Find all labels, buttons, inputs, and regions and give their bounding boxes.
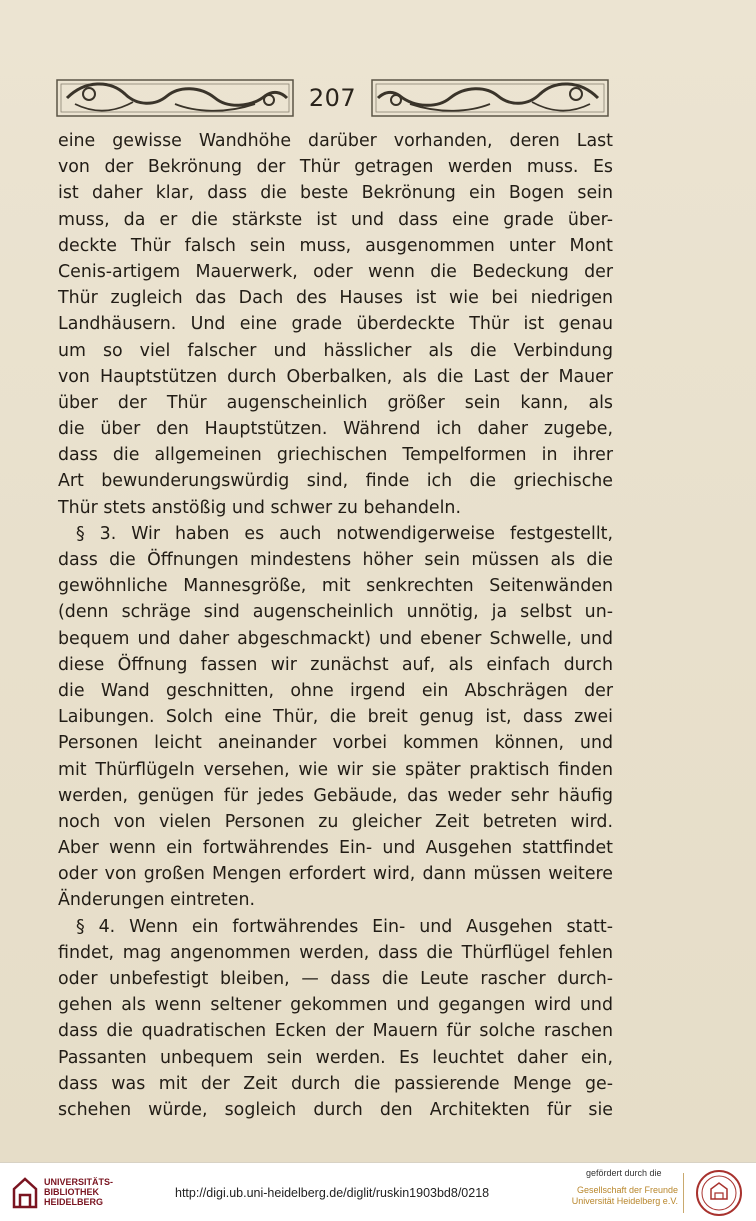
text-line: muss, da er die stärkste ist und dass eine grade über- xyxy=(58,209,613,230)
text-line: Thür stets anstößig und schwer zu behandeln. xyxy=(58,497,461,518)
text-line: deckte Thür falsch sein muss, ausgenommen unter Mont xyxy=(58,235,613,256)
source-url-link[interactable]: http://digi.ub.uni-heidelberg.de/diglit/ruskin1903bd8/0218 xyxy=(175,1186,490,1200)
funded-by-label: gefördert durch die xyxy=(586,1168,662,1178)
text-line: noch von vielen Personen zu gleicher Zeit betreten wird. xyxy=(58,811,613,832)
body-text xyxy=(58,128,613,1123)
text-line: bequem und daher abgeschmackt) und ebener Schwelle, und xyxy=(58,628,613,649)
text-line: von Hauptstützen durch Oberbalken, als die Last der Mauer xyxy=(58,366,613,387)
text-line: mit Thürflügeln versehen, wie wir sie später praktisch finden xyxy=(58,759,613,780)
text-line: Laibungen. Solch eine Thür, die breit genug ist, dass zwei xyxy=(58,707,613,728)
text-line: § 4. Wenn ein fortwährendes Ein- und Ausgehen statt- xyxy=(76,916,613,937)
text-line: dass die quadratischen Ecken der Mauern für solche raschen xyxy=(58,1021,613,1042)
library-line: HEIDELBERG xyxy=(44,1197,104,1207)
university-library-name xyxy=(44,1177,113,1207)
text-line: Aber wenn ein fortwährendes Ein- und Ausgehen stattfindet xyxy=(58,838,613,859)
text-line: schehen würde, sogleich durch den Architekten für sie xyxy=(58,1099,613,1120)
text-line: § 3. Wir haben es auch notwendigerweise festgestellt, xyxy=(76,523,613,544)
text-line: über der Thür augenscheinlich größer sein kann, als xyxy=(58,392,613,413)
right-ornament-icon xyxy=(370,74,610,122)
text-line: oder von großen Mengen erfordert wird, dann müssen weitere xyxy=(58,864,613,885)
text-line: Personen leicht aneinander vorbei kommen können, und xyxy=(58,733,613,754)
text-line: werden, genügen für jedes Gebäude, das weder sehr häufig xyxy=(58,785,613,806)
text-line: dass was mit der Zeit durch die passierende Menge ge- xyxy=(58,1073,613,1094)
text-line: ist daher klar, dass die beste Bekrönung ein Bogen sein xyxy=(58,183,613,204)
university-library-logo-icon xyxy=(10,1175,40,1209)
text-line: Art bewunderungswürdig sind, finde ich die griechische xyxy=(58,471,613,492)
university-seal-icon xyxy=(695,1169,743,1217)
text-line: von der Bekrönung der Thür getragen werden muss. Es xyxy=(58,157,613,178)
text-line: gewöhnliche Mannesgröße, mit senkrechten Seitenwänden xyxy=(58,576,613,597)
text-line: die Wand geschnitten, ohne irgend ein Abschrägen der xyxy=(58,680,613,701)
text-line: Landhäusern. Und eine grade überdeckte Thür ist genau xyxy=(58,314,613,335)
text-line: Thür zugleich das Dach des Hauses ist wie bei niedrigen xyxy=(58,288,613,309)
text-line: dass die allgemeinen griechischen Tempelformen in ihrer xyxy=(58,445,613,466)
text-line: Passanten unbequem sein werden. Es leuchtet daher ein, xyxy=(58,1047,613,1068)
society-name xyxy=(572,1185,678,1207)
text-line: Cenis-artigem Mauerwerk, oder wenn die Bedeckung der xyxy=(58,261,613,282)
page-header xyxy=(55,70,610,125)
text-line: Änderungen eintreten. xyxy=(58,890,256,911)
text-line: findet, mag angenommen werden, dass die Thürflügel fehlen xyxy=(58,942,613,963)
digitization-footer xyxy=(0,1162,756,1221)
society-line: Universität Heidelberg e.V. xyxy=(571,1196,678,1206)
text-line: die über den Hauptstützen. Während ich daher zugebe, xyxy=(58,419,613,440)
text-line: eine gewisse Wandhöhe darüber vorhanden, deren Last xyxy=(58,131,613,151)
text-line: gehen als wenn seltener gekommen und gegangen wird und xyxy=(58,995,613,1016)
text-line: dass die Öffnungen mindestens höher sein müssen als die xyxy=(58,550,613,570)
page-number: 207 xyxy=(308,84,357,112)
footer-divider xyxy=(683,1173,684,1213)
library-line: BIBLIOTHEK xyxy=(44,1187,99,1197)
text-line: oder unbefestigt bleiben, — dass die Leute rascher durch- xyxy=(58,969,613,989)
text-line: diese Öffnung fassen wir zunächst auf, als einfach durch xyxy=(58,654,613,675)
society-line: Gesellschaft der Freunde xyxy=(576,1185,678,1195)
library-line: UNIVERSITÄTS- xyxy=(44,1177,114,1187)
text-line: um so viel falscher und hässlicher als die Verbindung xyxy=(58,340,613,361)
text-line: (denn schräge sind augenscheinlich unnötig, ja selbst un- xyxy=(58,602,613,623)
